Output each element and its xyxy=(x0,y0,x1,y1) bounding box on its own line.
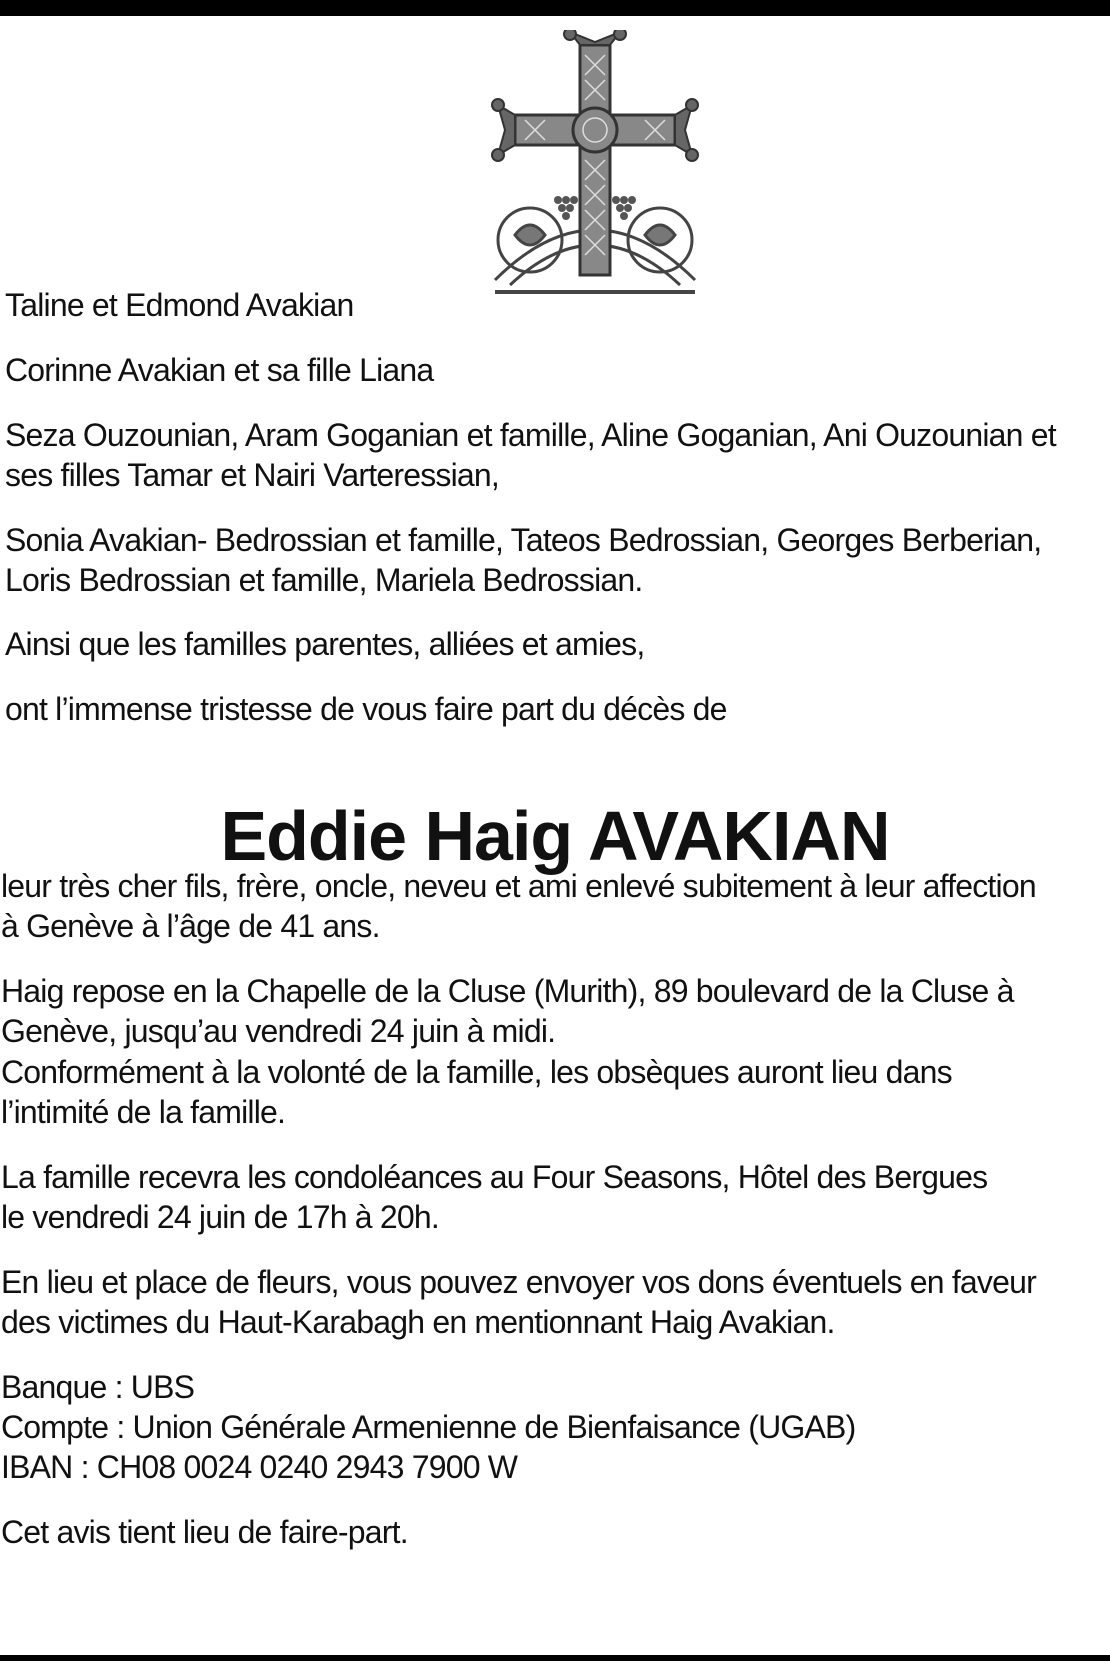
details-line: En lieu et place de fleurs, vous pouvez envoyer vos dons éventuels en faveur xyxy=(1,1264,1036,1300)
account-line: Compte : Union Générale Armenienne de Bienfaisance (UGAB) xyxy=(1,1409,856,1445)
details-line: l’intimité de la famille. xyxy=(1,1094,286,1130)
family-line: Taline et Edmond Avakian xyxy=(5,287,354,323)
deceased-name: Eddie Haig AVAKIAN xyxy=(220,797,890,875)
armenian-cross-khachkar-icon xyxy=(490,30,700,310)
details-line: des victimes du Haut-Karabagh en mentionnant Haig Avakian. xyxy=(1,1304,835,1340)
bank-line: Banque : UBS xyxy=(1,1369,195,1405)
family-line: ses filles Tamar et Nairi Varteressian, xyxy=(5,457,500,493)
details-line: leur très cher fils, frère, oncle, neveu et ami enlevé subitement à leur affection xyxy=(1,868,1036,904)
family-line: Seza Ouzounian, Aram Goganian et famille, Aline Goganian, Ani Ouzounian et xyxy=(5,417,1056,453)
details-line: La famille recevra les condoléances au Four Seasons, Hôtel des Bergues xyxy=(1,1159,988,1195)
details-line: Genève, jusqu’au vendredi 24 juin à midi. xyxy=(1,1013,556,1049)
details-line: Conformément à la volonté de la famille, les obsèques auront lieu dans xyxy=(1,1054,952,1090)
family-line: Corinne Avakian et sa fille Liana xyxy=(5,352,434,388)
details-line: Haig repose en la Chapelle de la Cluse (Murith), 89 boulevard de la Cluse à xyxy=(1,973,1014,1009)
iban-line: IBAN : CH08 0024 0240 2943 7900 W xyxy=(1,1449,518,1485)
family-line: Ainsi que les familles parentes, alliées et amies, xyxy=(5,626,645,662)
family-line: Loris Bedrossian et famille, Mariela Bedrossian. xyxy=(5,562,643,598)
bottom-border-rule xyxy=(0,1655,1110,1661)
announcement-intro: ont l’immense tristesse de vous faire part du décès de xyxy=(5,691,727,727)
details-line: à Genève à l’âge de 41 ans. xyxy=(1,908,380,944)
top-border-rule xyxy=(0,0,1110,16)
closing-line: Cet avis tient lieu de faire-part. xyxy=(1,1514,408,1550)
details-line: le vendredi 24 juin de 17h à 20h. xyxy=(1,1199,439,1235)
family-line: Sonia Avakian- Bedrossian et famille, Tateos Bedrossian, Georges Berberian, xyxy=(5,522,1042,558)
